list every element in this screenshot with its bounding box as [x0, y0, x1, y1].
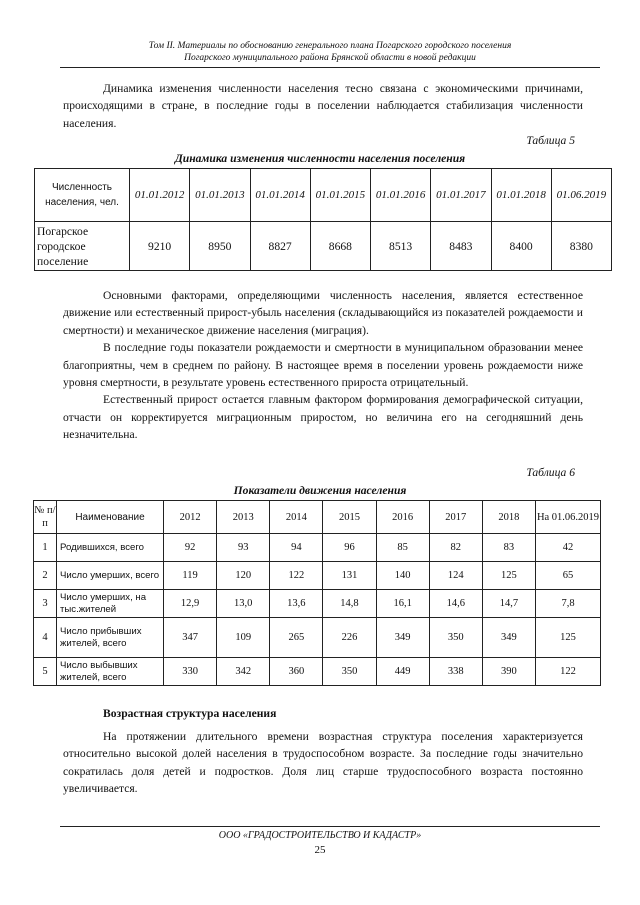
table6-header-no: № п/п — [34, 501, 57, 534]
table5-title: Динамика изменения численности населения поселения — [174, 152, 466, 165]
table5-value: 8400 — [491, 222, 551, 271]
table6-header-year: На 01.06.2019 — [536, 501, 601, 534]
intro-paragraph — [63, 80, 583, 132]
table6-header-year: 2018 — [482, 501, 535, 534]
table-cell: 349 — [482, 618, 535, 658]
row-number: 1 — [34, 534, 57, 562]
table-cell: 92 — [164, 534, 217, 562]
table5-date: 01.01.2018 — [491, 169, 551, 222]
population-dynamics-table — [34, 168, 612, 271]
table5-date: 01.01.2012 — [130, 169, 190, 222]
table-cell: 390 — [482, 658, 535, 686]
table-cell: 85 — [376, 534, 429, 562]
table-cell: 14,6 — [429, 590, 482, 618]
section-paragraph-text: На протяжении длительного времени возрастная структура поселения характеризуется относительно высокой долей населения в трудоспособном возрасте. За последние годы значительно сократилась доля детей и подростков. Доля лиц старше трудоспособного возраста постоянно увеличивается. — [63, 730, 583, 796]
table5-value: 8483 — [431, 222, 491, 271]
table-cell: 338 — [429, 658, 482, 686]
table5-value: 8668 — [310, 222, 370, 271]
section-heading: Возрастная структура населения — [103, 707, 277, 720]
table-cell: 347 — [164, 618, 217, 658]
table-row — [34, 590, 601, 618]
row-name: Число выбывших жителей, всего — [57, 658, 164, 686]
row-name: Число прибывших жителей, всего — [57, 618, 164, 658]
table-cell: 226 — [323, 618, 376, 658]
table-cell: 13,6 — [270, 590, 323, 618]
header-line-1: Том II. Материалы по обоснованию генерального плана Погарского городского поселения — [148, 41, 512, 51]
table-cell: 82 — [429, 534, 482, 562]
table-cell: 96 — [323, 534, 376, 562]
table5-value: 8513 — [371, 222, 431, 271]
footer-org: ООО «ГРАДОСТРОИТЕЛЬСТВО И КАДАСТР» — [218, 830, 422, 841]
page-number: 25 — [314, 844, 326, 856]
table5-date: 01.01.2014 — [250, 169, 310, 222]
table6-header-year: 2013 — [217, 501, 270, 534]
table-cell: 265 — [270, 618, 323, 658]
table5-date: 01.06.2019 — [551, 169, 611, 222]
table6-caption: Таблица 6 — [526, 466, 575, 479]
table6-title: Показатели движения населения — [233, 484, 407, 497]
table-cell: 14,7 — [482, 590, 535, 618]
table-row — [34, 618, 601, 658]
table-cell: 125 — [536, 618, 601, 658]
table-cell: 449 — [376, 658, 429, 686]
table-cell: 13,0 — [217, 590, 270, 618]
table-cell: 349 — [376, 618, 429, 658]
table5-value: 8950 — [190, 222, 250, 271]
table-cell: 93 — [217, 534, 270, 562]
table-cell: 120 — [217, 562, 270, 590]
row-number: 2 — [34, 562, 57, 590]
table5-date: 01.01.2015 — [310, 169, 370, 222]
table5-date: 01.01.2016 — [371, 169, 431, 222]
running-header — [60, 40, 600, 64]
table-cell: 122 — [536, 658, 601, 686]
table-cell: 109 — [217, 618, 270, 658]
row-name: Число умерших, на тыс.жителей — [57, 590, 164, 618]
population-movement-table — [33, 500, 601, 686]
table-cell: 122 — [270, 562, 323, 590]
table5-value: 9210 — [130, 222, 190, 271]
table-cell: 65 — [536, 562, 601, 590]
table5-data-row — [35, 222, 612, 271]
row-name: Число умерших, всего — [57, 562, 164, 590]
table5-value: 8827 — [250, 222, 310, 271]
table-cell: 124 — [429, 562, 482, 590]
row-number: 3 — [34, 590, 57, 618]
table5-value: 8380 — [551, 222, 611, 271]
table6-header-name: Наименование — [57, 501, 164, 534]
table5-date: 01.01.2013 — [190, 169, 250, 222]
table-cell: 131 — [323, 562, 376, 590]
table-cell: 330 — [164, 658, 217, 686]
header-line-2: Погарского муниципального района Брянской области в новой редакции — [184, 53, 476, 63]
table-cell: 360 — [270, 658, 323, 686]
body-paragraph-1: Основными факторами, определяющими численность населения, является естественное движение или естественный прирост-убыль населения (складывающийся из показателей рождаемости и смертности) и механическое движение населения (миграция). — [63, 289, 583, 337]
footer-divider — [60, 826, 600, 827]
table-cell: 14,8 — [323, 590, 376, 618]
table6-header-year: 2016 — [376, 501, 429, 534]
table5-caption: Таблица 5 — [526, 134, 575, 147]
table-cell: 125 — [482, 562, 535, 590]
table6-header-year: 2014 — [270, 501, 323, 534]
intro-text: Динамика изменения численности населения тесно связана с экономическими причинами, происходящими в стране, в последние годы в поселении наблюдается стабилизация численности населения. — [63, 82, 583, 130]
header-divider — [60, 67, 600, 68]
table5-header-row — [35, 169, 612, 222]
table5-row-label: Погарское городское поселение — [35, 222, 130, 271]
table5-date: 01.01.2017 — [431, 169, 491, 222]
table-cell: 94 — [270, 534, 323, 562]
table-cell: 42 — [536, 534, 601, 562]
table-cell: 350 — [429, 618, 482, 658]
table6-header-year: 2017 — [429, 501, 482, 534]
table6-header-year: 2015 — [323, 501, 376, 534]
table-cell: 83 — [482, 534, 535, 562]
table-row — [34, 534, 601, 562]
table5-header-label: Численность населения, чел. — [35, 169, 130, 222]
table-cell: 7,8 — [536, 590, 601, 618]
table-cell: 119 — [164, 562, 217, 590]
table-cell: 350 — [323, 658, 376, 686]
table-cell: 140 — [376, 562, 429, 590]
body-paragraph-3: Естественный прирост остается главным фактором формирования демографической ситуации, отчасти он корректируется миграционным приростом, но величина его на сегодняшний день незначительна. — [63, 393, 583, 442]
table-cell: 12,9 — [164, 590, 217, 618]
table6-header-row — [34, 501, 601, 534]
body-paragraphs — [63, 287, 583, 444]
table-cell: 342 — [217, 658, 270, 686]
table6-header-year: 2012 — [164, 501, 217, 534]
row-number: 4 — [34, 618, 57, 658]
row-number: 5 — [34, 658, 57, 686]
table-row — [34, 658, 601, 686]
section-paragraph — [63, 728, 583, 798]
body-paragraph-2: В последние годы показатели рождаемости и смертности в муниципальном образовании менее благоприятны, чем в среднем по району. В настоящее время в поселении уровень рождаемости ниже уровня смертности, в результате уровень естественного прироста отрицательный. — [63, 341, 583, 390]
row-name: Родившихся, всего — [57, 534, 164, 562]
table-cell: 16,1 — [376, 590, 429, 618]
table-row — [34, 562, 601, 590]
